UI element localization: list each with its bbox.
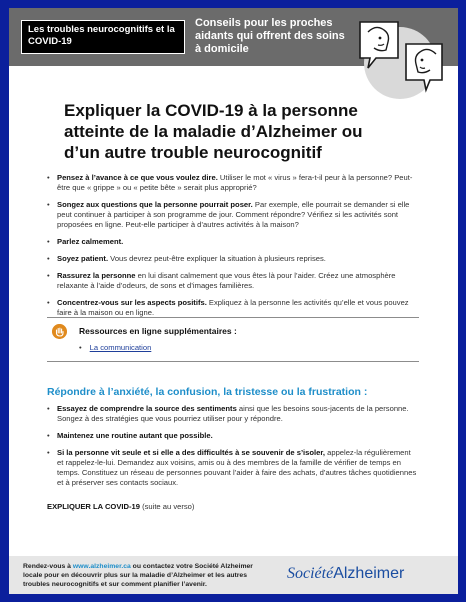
bullet-dot: • xyxy=(79,343,82,352)
resources-divider-top xyxy=(47,317,419,318)
resources-title: Ressources en ligne supplémentaires : xyxy=(79,326,237,336)
list-item: • Essayez de comprendre la source des sentiments ainsi que les besoins sous-jacents de la personne. Songez à des stratégies que vous pourriez utiliser pour y répondre. xyxy=(47,404,419,424)
anxiety-tips-list xyxy=(47,404,419,495)
document-page xyxy=(9,8,458,594)
website-link[interactable]: www.alzheimer.ca xyxy=(72,563,131,570)
list-item: • Maintenez une routine autant que possible. xyxy=(47,431,419,441)
resource-item xyxy=(79,343,151,352)
section-heading: Répondre à l’anxiété, la confusion, la tristesse ou la frustration : xyxy=(47,386,368,398)
continued-note: EXPLIQUER LA COVID-19 (suite au verso) xyxy=(47,502,195,511)
resources-divider-bottom xyxy=(47,361,419,362)
speech-bubbles-faces-icon xyxy=(354,18,446,100)
footer-text: Rendez-vous à www.alzheimer.ca ou contactez votre Société Alzheimer locale pour en découvrir plus sur la maladie d’Alzheimer et les autres troubles neurocognitifs et sur comment planifier l’avenir. xyxy=(23,563,253,588)
document-title: Expliquer la COVID-19 à la personne atteinte de la maladie d’Alzheimer ou d’un autre trouble neurocognitif xyxy=(64,101,363,162)
list-item: • Concentrez-vous sur les aspects positifs. Expliquez à la personne les activités qu’elle et vous pouvez faire à la maison ou en ligne. xyxy=(47,298,419,318)
tips-list xyxy=(47,173,419,325)
list-item: • Parlez calmement. xyxy=(47,237,419,247)
list-item: • Soyez patient. Vous devrez peut-être expliquer la situation à plusieurs reprises. xyxy=(47,254,419,264)
footer-bar xyxy=(9,556,458,594)
list-item: • Pensez à l’avance à ce que vous voulez dire. Utiliser le mot « virus » fera-t-il peur à la personne? Peut-être que « grippe » ou « petite bête » serait plus approprié? xyxy=(47,173,419,193)
list-item: • Rassurez la personne en lui disant calmement que vous êtes là pour l’aider. Créez une atmosphère relaxante à l’aide d’odeurs, de sons et d’images familières. xyxy=(47,271,419,291)
resource-link-communication[interactable]: La communication xyxy=(89,343,152,352)
hand-icon xyxy=(52,324,67,339)
topic-tag: Les troubles neurocognitifs et la COVID-19 xyxy=(21,20,185,54)
header-subtitle: Conseils pour les proches aidants qui offrent des soins à domicile xyxy=(195,17,345,55)
list-item: • Songez aux questions que la personne pourrait poser. Par exemple, elle pourrait se demander si elle peut continuer à participer à son programme de jour. Comment répondre? Vérifiez si les activités sont proposées en ligne. Peut-elle participer à d’autres activités à la maison? xyxy=(47,200,419,230)
list-item: • Si la personne vit seule et si elle a des difficultés à se souvenir de s’isoler, appelez-la régulièrement et rappelez-le-lui. Demandez aux voisins, amis ou à des membres de la famille de vérifier de temps en temps. Constituez un réseau de personnes pouvant l’aider à faire des achats, d’autres tâches quotidiennes et à préserver ses contacts sociaux. xyxy=(47,448,419,488)
alzheimer-society-logo: SociétéAlzheimer xyxy=(287,565,405,582)
